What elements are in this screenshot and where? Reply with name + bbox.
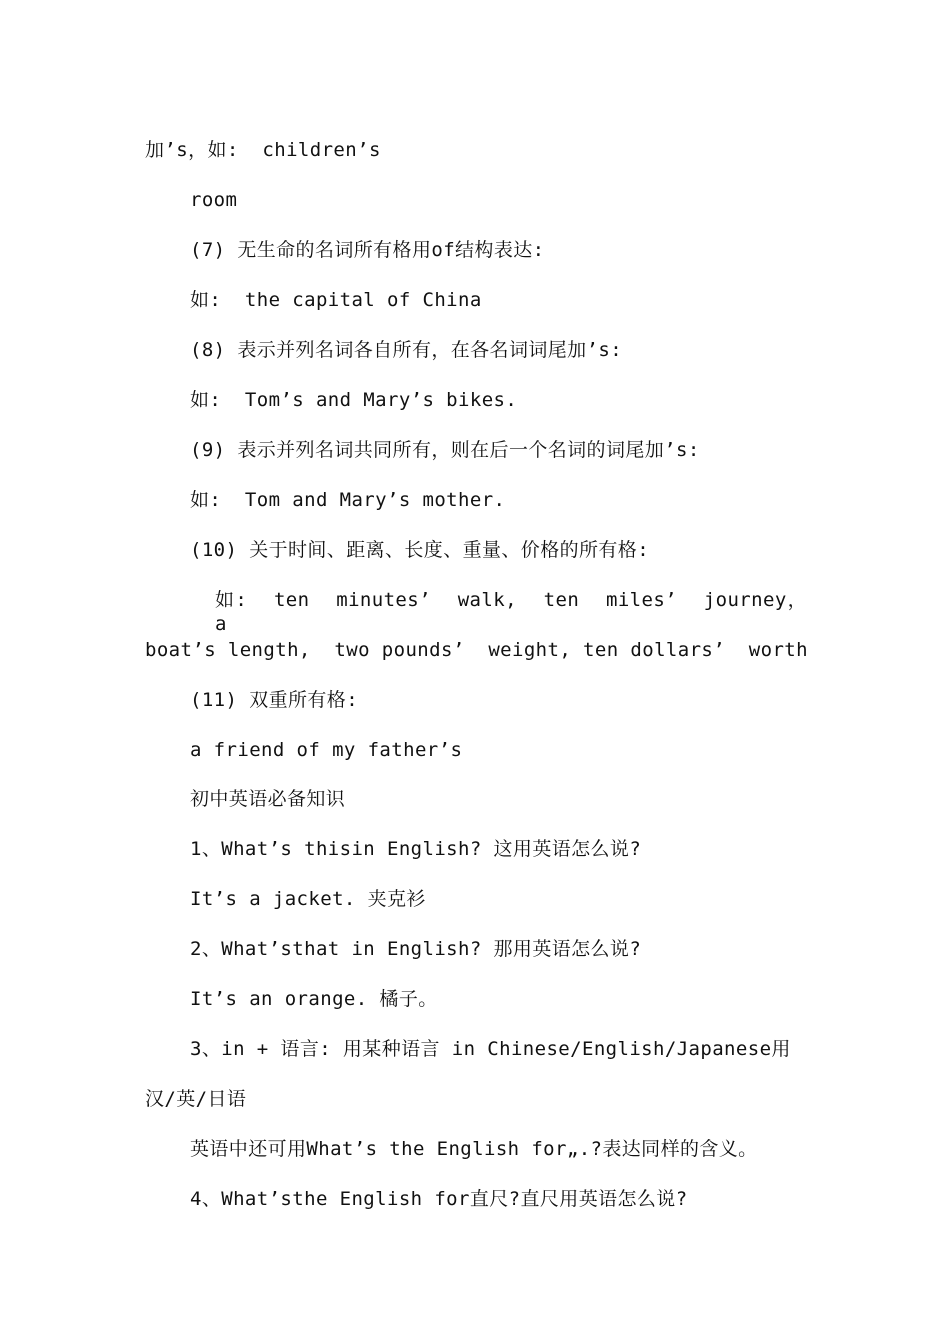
text-line: 2、What’sthat in English? 那用英语怎么说?	[190, 938, 642, 960]
text-line: (7) 无生命的名词所有格用of结构表达:	[190, 239, 545, 261]
text-line: boat’s length, two pounds’ weight, ten dollars’ worth	[145, 639, 808, 661]
text-line: It’s a jacket. 夹克衫	[190, 888, 426, 910]
text-line: (9) 表示并列名词共同所有，则在后一个名词的词尾加’s:	[190, 439, 700, 461]
text-line: room	[190, 189, 238, 211]
text-line: a friend of my father’s	[190, 739, 463, 761]
text-line: 如: Tom’s and Mary’s bikes.	[190, 389, 518, 411]
text-line: 加’s，如: children’s	[145, 139, 381, 161]
text-line: 1、What’s thisin English? 这用英语怎么说?	[190, 838, 642, 860]
section-heading: 初中英语必备知识	[190, 788, 346, 810]
text-line: 汉/英/日语	[145, 1088, 247, 1110]
text-line: 如: ten minutes’ walk, ten miles’ journey， a	[215, 589, 807, 635]
text-line: 如: Tom and Mary’s mother.	[190, 489, 506, 511]
text-line: (8) 表示并列名词各自所有，在各名词词尾加’s:	[190, 339, 623, 361]
text-line: 英语中还可用What’s the English for„.?表达同样的含义。	[190, 1138, 758, 1160]
text-line: 4、What’sthe English for直尺?直尺用英语怎么说?	[190, 1188, 688, 1210]
text-line: (10) 关于时间、距离、长度、重量、价格的所有格:	[190, 539, 650, 561]
text-line: 如: the capital of China	[190, 289, 482, 311]
text-line: It’s an orange. 橘子。	[190, 988, 438, 1010]
text-line: 3、in + 语言: 用某种语言 in Chinese/English/Japanese用	[190, 1038, 791, 1060]
text-line: (11) 双重所有格:	[190, 689, 359, 711]
